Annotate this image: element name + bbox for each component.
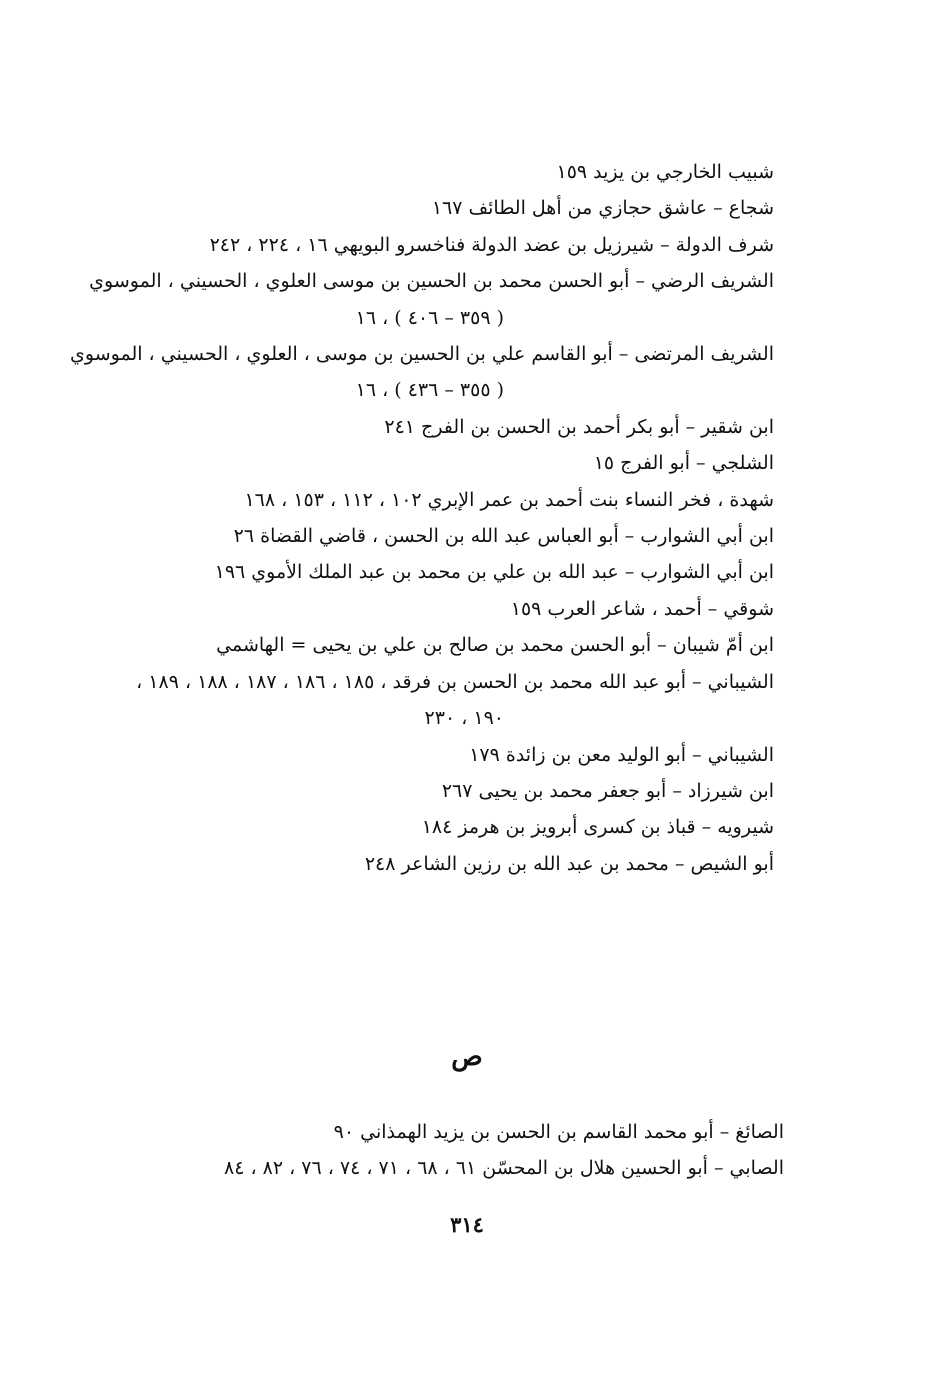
index-entry [94, 809, 774, 845]
index-entry [70, 336, 774, 409]
index-entry [94, 627, 774, 663]
index-entry [94, 773, 774, 809]
index-entry [94, 445, 774, 481]
entry-continuation: ( ٣٥٥ – ٤٣٦ ) ، ١٦ [355, 379, 504, 402]
entry-continuation: ١٩٠ ، ٢٣٠ [424, 707, 504, 730]
entry-text: ابن أمّ شيبان – أبو الحسن محمد بن صالح بن علي بن يحيى = الهاشمي [216, 634, 774, 657]
index-entry [94, 154, 774, 190]
entry-text: شبيب الخارجي بن يزيد ١٥٩ [556, 161, 774, 183]
entry-text: الشلجي – أبو الفرج ١٥ [593, 452, 774, 475]
entry-text: الشريف المرتضى – أبو القاسم علي بن الحسين بن موسى ، العلوي ، الحسيني ، الموسوي [70, 343, 774, 366]
index-entry [94, 409, 774, 445]
entry-text: ابن شيرزاد – أبو جعفر محمد بن يحيى ٢٦٧ [441, 779, 774, 802]
entry-text: الشيباني – أبو عبد الله محمد بن الحسن بن فرقد ، ١٨٥ ، ١٨٦ ، ١٨٧ ، ١٨٨ ، ١٨٩ ، [136, 670, 774, 693]
index-entry [94, 846, 774, 882]
index-entry [104, 1114, 784, 1150]
entry-text: شيرويه – قباذ بن كسرى أبرويز بن هرمز ١٨٤ [421, 816, 774, 839]
page-number: ٣١٤ [450, 1212, 484, 1237]
index-entry [94, 554, 774, 590]
index-entry [89, 263, 774, 336]
entry-text: شوقي – أحمد ، شاعر العرب ١٥٩ [510, 597, 774, 620]
entry-text: أبو الشيص – محمد بن عبد الله بن رزين الشاعر ٢٤٨ [364, 852, 774, 875]
index-entry [94, 591, 774, 627]
entry-text: الشريف الرضي – أبو الحسن محمد بن الحسين بن موسى العلوي ، الحسيني ، الموسوي [89, 270, 774, 293]
entry-text: ابن أبي الشوارب – عبد الله بن علي بن محمد بن عبد الملك الأموي ١٩٦ [214, 561, 774, 584]
index-entry [94, 664, 774, 737]
index-entry [94, 518, 774, 554]
entry-text: الشيباني – أبو الوليد معن بن زائدة ١٧٩ [469, 743, 774, 766]
index-entry [94, 482, 774, 518]
index-entry [94, 227, 774, 263]
entry-text: الصابي – أبو الحسين هلال بن المحسّن ٦١ ، ٦٨ ، ٧١ ، ٧٤ ، ٧٦ ، ٨٢ ، ٨٤ [223, 1157, 784, 1180]
index-entries-sad [104, 1114, 784, 1187]
entry-text: شرف الدولة – شيرزيل بن عضد الدولة فناخسرو البويهي ١٦ ، ٢٢٤ ، ٢٤٢ [209, 233, 774, 256]
section-heading-sad: ص [451, 1042, 483, 1072]
entry-text: ابن أبي الشوارب – أبو العباس عبد الله بن الحسن ، قاضي القضاة ٢٦ [233, 525, 774, 548]
index-entry [94, 737, 774, 773]
index-entry [94, 190, 774, 226]
index-entries-shin [70, 154, 774, 882]
index-entry [104, 1150, 784, 1186]
entry-text: شجاع – عاشق حجازي من أهل الطائف ١٦٧ [431, 197, 774, 220]
entry-text: شهدة ، فخر النساء بنت أحمد بن عمر الإبري ١٠٢ ، ١١٢ ، ١٥٣ ، ١٦٨ [244, 488, 774, 511]
entry-continuation: ( ٣٥٩ – ٤٠٦ ) ، ١٦ [355, 306, 504, 329]
entry-text: الصائغ – أبو محمد القاسم بن الحسن بن يزيد الهمذاني ٩٠ [333, 1121, 784, 1143]
entry-text: ابن شقير – أبو بكر أحمد بن الحسن بن الفرج ٢٤١ [384, 415, 774, 438]
